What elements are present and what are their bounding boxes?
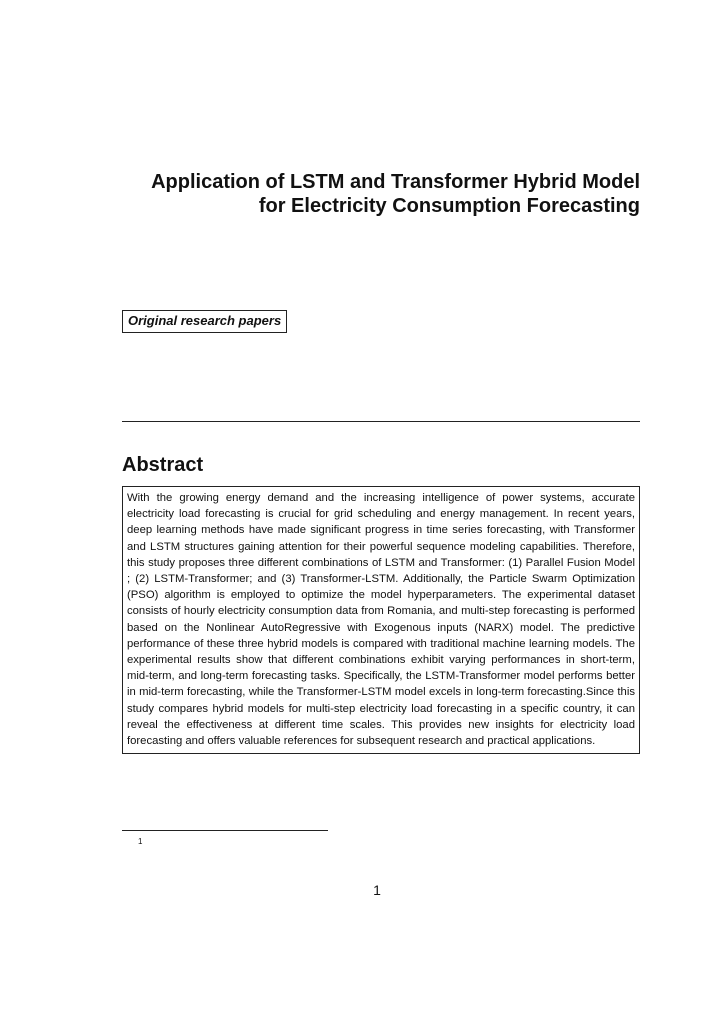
paper-type-label: Original research papers: [122, 310, 287, 333]
paper-title: [118, 170, 640, 218]
footnote-marker: 1: [138, 837, 143, 846]
title-line-2: for Electricity Consumption Forecasting: [258, 195, 640, 217]
section-divider: [122, 421, 640, 422]
abstract-body: With the growing energy demand and the increasing intelligence of power systems, accurate electricity load forecasting is crucial for grid scheduling and energy management. In recent years, deep learning methods have made significant progress in time series forecasting, with Transformer and LSTM structures gaining attention for their powerful sequence modeling capabilities. Therefore, this study proposes three different combinations of LSTM and Transformer: (1) Parallel Fusion Model ; (2) LSTM-Transformer; and (3) Transformer-LSTM. Additionally, the Particle Swarm Optimization (PSO) algorithm is employed to optimize the model hyperparameters. The experimental dataset consists of hourly electricity consumption data from Romania, and multi-step forecasting is performed based on the Nonlinear AutoRegressive with Exogenous inputs (NARX) model. The predictive performance of these three hybrid models is compared with traditional machine learning models. The experimental results show that different combinations exhibit varying performances in short-term, mid-term, and long-term forecasting tasks. Specifically, the LSTM-Transformer model performs better in mid-term forecasting, while the Transformer-LSTM model excels in long-term forecasting.Since this study compares hybrid models for multi-step electricity load forecasting in a specific country, it can reveal the effectiveness at different time scales. This provides new insights for electricity load forecasting and offers valuable references for subsequent research and practical applications.: [122, 486, 640, 754]
page-number: 1: [373, 882, 381, 898]
title-line-1: Application of LSTM and Transformer Hybrid Model: [151, 171, 640, 193]
footnote-divider: [122, 830, 328, 831]
abstract-heading: Abstract: [122, 454, 204, 476]
